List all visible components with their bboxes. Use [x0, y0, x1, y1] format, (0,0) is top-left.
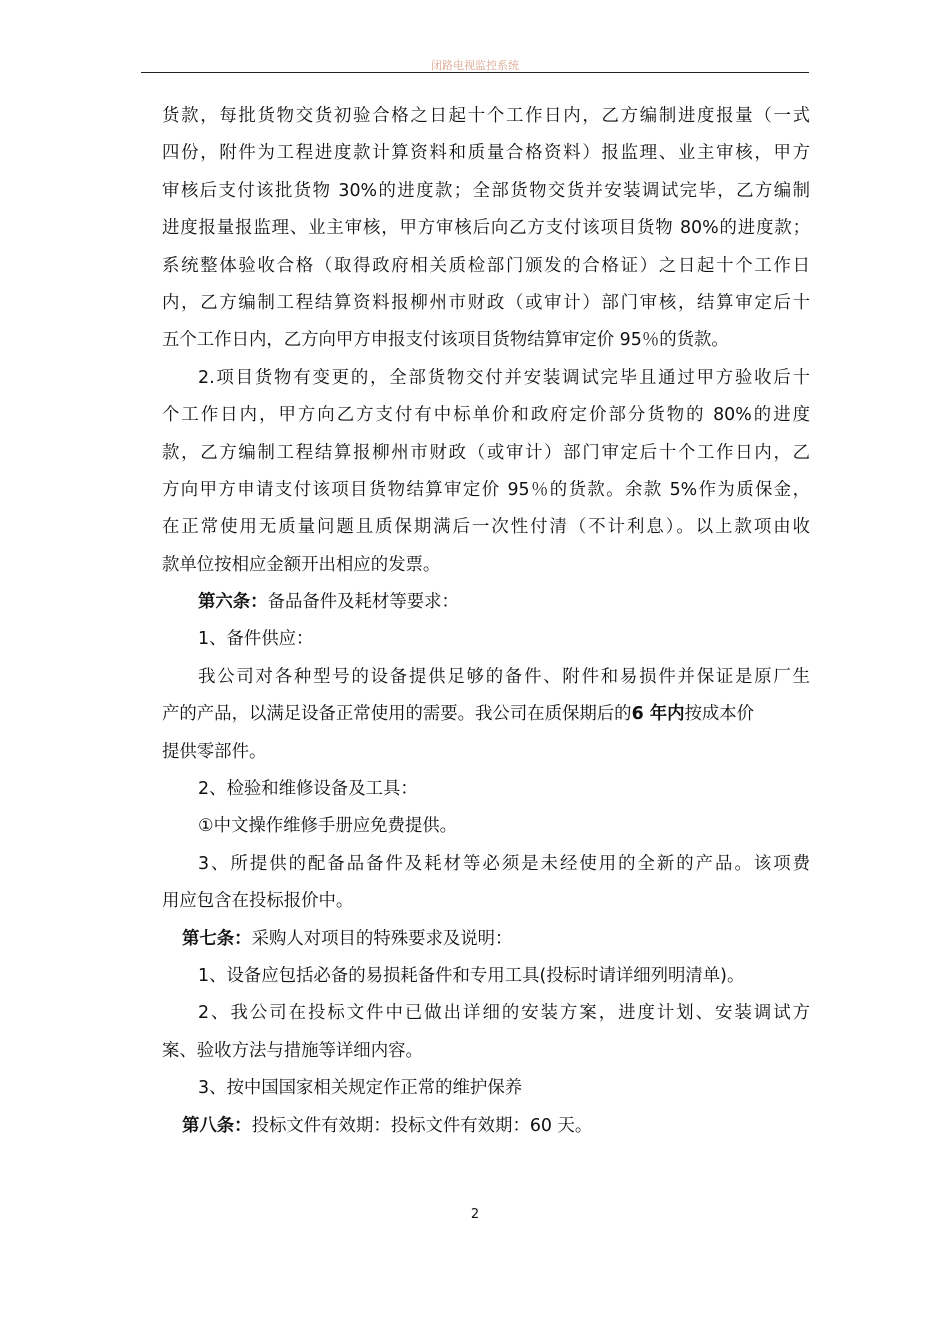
article-text: 投标文件有效期：投标文件有效期：60 天。 — [251, 1115, 593, 1136]
paragraph-line: 案、验收方法与措施等详细内容。 — [162, 1040, 423, 1061]
paragraph-line: 系统整体验收合格（取得政府相关质检部门颁发的合格证）之日起十个工作日 — [162, 255, 810, 276]
list-item: 1、备件供应： — [198, 629, 314, 650]
paragraph-line: 2.项目货物有变更的，全部货物交付并安装调试完毕且通过甲方验收后十 — [198, 367, 810, 388]
paragraph-line: 我公司对各种型号的设备提供足够的备件、附件和易损件并保证是原厂生 — [198, 666, 810, 687]
list-item: 3、按中国国家相关规定作正常的维护保养 — [198, 1078, 523, 1099]
article-text: 备品备件及耗材等要求： — [267, 592, 459, 613]
paragraph-line: 在正常使用无质量问题且质保期满后一次性付清（不计利息）。以上款项由收 — [162, 517, 810, 538]
paragraph-line: 审核后支付该批货物 30%的进度款；全部货物交货并安装调试完毕，乙方编制 — [162, 180, 810, 201]
page-number: 2 — [470, 1207, 480, 1222]
list-item: 2、我公司在投标文件中已做出详细的安装方案，进度计划、安装调试方 — [198, 1003, 810, 1024]
paragraph-line: 款单位按相应金额开出相应的发票。 — [162, 554, 441, 575]
list-item: ①中文操作维修手册应免费提供。 — [198, 816, 458, 837]
bold-term: 6 年内 — [631, 704, 685, 725]
paragraph-text: 按成本价 — [684, 704, 755, 725]
paragraph-line: 进度报量报监理、业主审核，甲方审核后向乙方支付该项目货物 80%的进度款； — [162, 218, 810, 239]
paragraph-text: 产的产品，以满足设备正常使用的需要。我公司在质保期后的 — [162, 704, 632, 725]
article-text: 采购人对项目的特殊要求及说明： — [251, 928, 513, 949]
paragraph-line: 五个工作日内，乙方向甲方申报支付该项目货物结算审定价 95％的货款。 — [162, 330, 729, 351]
paragraph-line: 方向甲方申请支付该项目货物结算审定价 95％的货款。余款 5%作为质保金， — [162, 479, 810, 500]
paragraph-line: 用应包含在投标报价中。 — [162, 891, 354, 912]
paragraph-line — [162, 696, 810, 733]
paragraph-line: 内，乙方编制工程结算资料报柳州市财政（或审计）部门审核，结算审定后十 — [162, 292, 810, 313]
paragraph-line: 四份，附件为工程进度款计算资料和质量合格资料）报监理、业主审核，甲方 — [162, 143, 810, 164]
paragraph-line: 款，乙方编制工程结算报柳州市财政（或审计）部门审定后十个工作日内，乙 — [162, 442, 810, 463]
article-label: 第七条： — [182, 928, 252, 949]
paragraph-line: 个工作日内，甲方向乙方支付有中标单价和政府定价部分货物的 80%的进度 — [162, 405, 810, 426]
paragraph-line: 货款，每批货物交货初验合格之日起十个工作日内，乙方编制进度报量（一式 — [162, 106, 810, 126]
section-heading-article-8 — [162, 1108, 810, 1145]
document-body — [162, 98, 810, 1145]
paragraph-line: 提供零部件。 — [162, 741, 267, 762]
list-item: 3、所提供的配备品备件及耗材等必须是未经使用的全新的产品。该项费 — [198, 853, 810, 874]
page-header-title: 闭路电视监控系统 — [431, 59, 519, 72]
header-rule — [141, 72, 809, 73]
article-label: 第八条： — [182, 1115, 252, 1136]
list-item: 1、设备应包括必备的易损耗备件和专用工具(投标时请详细列明清单)。 — [198, 965, 745, 986]
section-heading-article-6 — [162, 584, 810, 621]
list-item: 2、检验和维修设备及工具： — [198, 779, 418, 800]
section-heading-article-7 — [162, 921, 810, 958]
article-label: 第六条： — [198, 592, 268, 613]
